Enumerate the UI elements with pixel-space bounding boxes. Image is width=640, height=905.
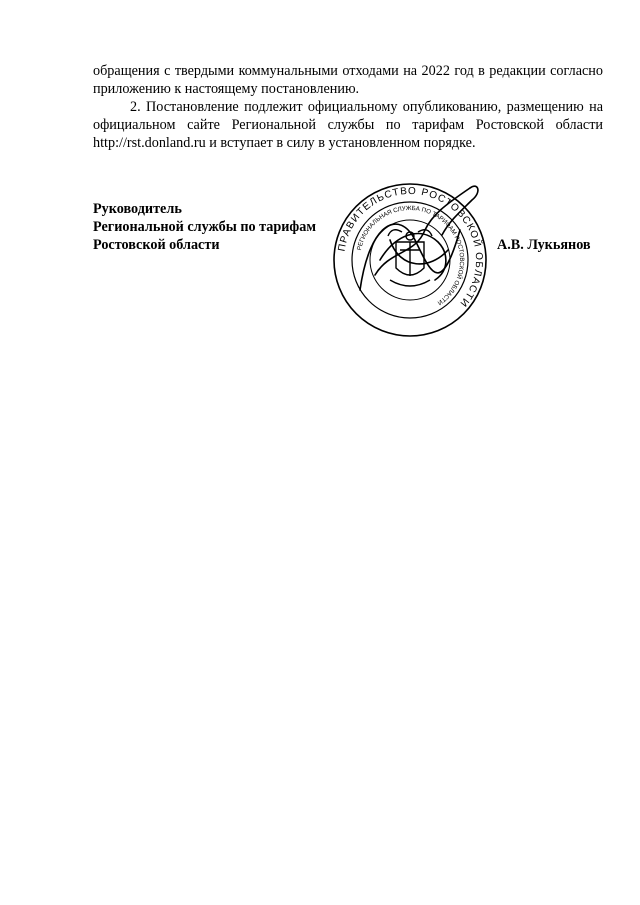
seal-inner-text: РЕГИОНАЛЬНАЯ СЛУЖБА ПО ТАРИФАМ РОСТОВСКОЙ ОБЛАСТИ [355,204,466,307]
signatory-title-line-2: Региональной службы по тарифам [93,219,317,235]
signatory-name: А.В. Лукьянов [497,237,591,253]
body-text [93,62,603,152]
signatory-title-line-3: Ростовской области [93,237,220,253]
paragraph-2: 2. Постановление подлежит официальному опубликованию, размещению на официальном сайте Региональной службы по тарифам Ростовской области http://rst.donland.ru и вступает в силу в установленном порядке. [93,99,603,151]
paragraph-1: обращения с твердыми коммунальными отходами на 2022 год в редакции согласно приложению к настоящему постановлению. [93,63,603,97]
signatory-title-line-1: Руководитель [93,201,182,217]
official-seal-icon [330,180,490,340]
seal-outer-text: ПРАВИТЕЛЬСТВО РОСТОВСКОЙ ОБЛАСТИ [336,185,485,310]
signatory-title [93,200,316,254]
